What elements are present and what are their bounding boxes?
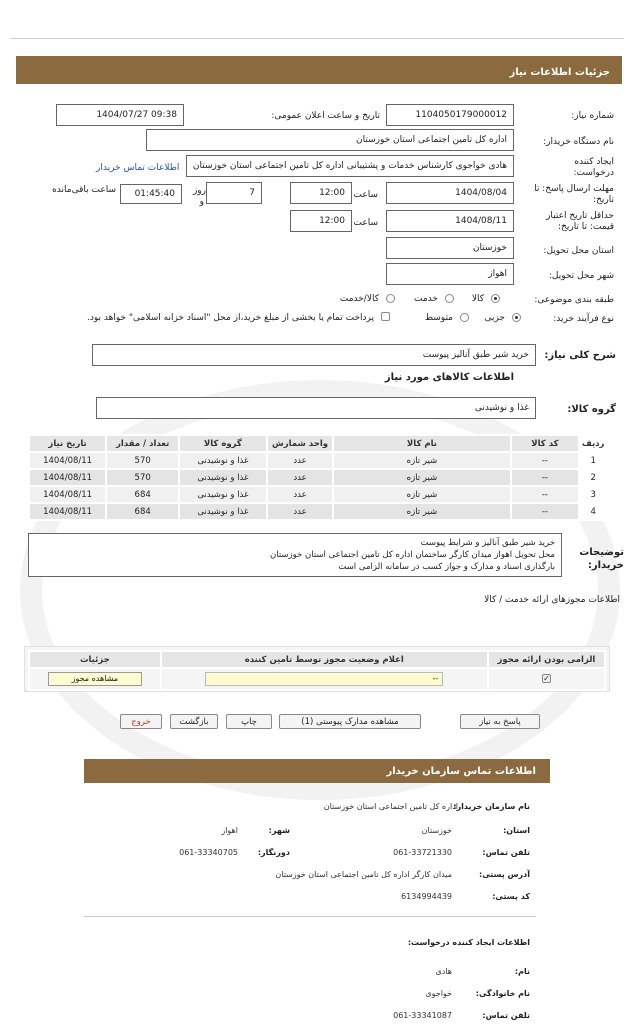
group-field: غذا و نوشیدنی — [96, 397, 536, 419]
deadline-label: مهلت ارسال پاسخ: تا تاریخ: — [534, 184, 614, 205]
cell-date: 1404/08/11 — [29, 452, 106, 469]
col-group: گروه کالا — [179, 435, 267, 452]
category-option-service: خدمت — [414, 294, 438, 304]
cell-unit: عدد — [267, 503, 334, 520]
buyer-org-field: اداره کل تامین اجتماعی استان خوزستان — [146, 129, 514, 151]
items-table-header — [29, 435, 607, 452]
table-row — [29, 469, 607, 486]
cell-group: غذا و نوشیدنی — [179, 452, 267, 469]
treasury-checkbox[interactable] — [381, 312, 390, 321]
creator-name: هادی — [435, 967, 452, 976]
creator-name-label: نام: — [514, 967, 530, 976]
cell-name: شیر تازه — [333, 469, 510, 486]
contact-postal-label: کد پستی: — [492, 892, 530, 901]
col-qty: تعداد / مقدار — [106, 435, 179, 452]
validity-date-field: 1404/08/11 — [386, 210, 514, 232]
payment-note: پرداخت تمام یا بخشی از مبلغ خرید،از محل "اسناد خزانه اسلامی" خواهد بود. — [86, 313, 374, 323]
required-cell — [488, 668, 605, 690]
items-table — [28, 434, 608, 521]
contact-phone-label: تلفن تماس: — [482, 848, 530, 857]
cell-unit: عدد — [267, 486, 334, 503]
summary-field: خرید شیر طبق آنالیز پیوست — [92, 344, 536, 366]
province-field: خوزستان — [386, 237, 514, 259]
buyer-notes-box — [28, 533, 562, 577]
attachments-button[interactable]: مشاهده مدارک پیوستی (1) — [279, 714, 421, 729]
items-title: اطلاعات کالاهای مورد نیاز — [384, 372, 514, 383]
cell-row: 2 — [579, 469, 607, 486]
buyer-note-line: محل تحویل اهواز میدان کارگر ساختمان اداره کل تامین اجتماعی استان خوزستان — [270, 550, 555, 560]
contact-divider — [84, 916, 536, 917]
cell-code: -- — [511, 503, 580, 520]
buyer-org-label: نام دستگاه خریدار: — [543, 137, 614, 147]
and-label: و — [199, 197, 204, 207]
col-code: کد کالا — [511, 435, 580, 452]
need-number-field: 1104050179000012 — [386, 104, 514, 126]
province-label: استان محل تحویل: — [543, 246, 614, 256]
back-button[interactable]: بازگشت — [170, 714, 218, 729]
cell-date: 1404/08/11 — [29, 503, 106, 520]
permits-title: اطلاعات مجوزهای ارائه خدمت / کالا — [484, 595, 620, 605]
col-unit: واحد شمارش — [267, 435, 334, 452]
table-row — [29, 503, 607, 520]
cell-qty: 684 — [106, 503, 179, 520]
process-radio-medium[interactable] — [460, 313, 469, 322]
top-divider — [10, 38, 624, 39]
creator-phone: 061-33341087 — [393, 1011, 452, 1020]
announce-field: 1404/07/27 09:38 — [56, 104, 184, 126]
cell-group: غذا و نوشیدنی — [179, 469, 267, 486]
buyer-note-line: بارگذاری اسناد و مدارک و جواز کسب در سامانه الزامی است — [338, 562, 555, 572]
creator-phone-label: تلفن تماس: — [482, 1011, 530, 1020]
contact-phone: 061-33721330 — [393, 848, 452, 857]
cell-qty: 570 — [106, 452, 179, 469]
category-radio-goods[interactable] — [491, 294, 500, 303]
cell-qty: 684 — [106, 486, 179, 503]
validity-time-field: 12:00 — [290, 210, 352, 232]
cell-group: غذا و نوشیدنی — [179, 486, 267, 503]
cell-row: 1 — [579, 452, 607, 469]
buyer-note-line: خرید شیر طبق آنالیز و شرایط پیوست — [420, 538, 555, 548]
permits-table-header — [29, 651, 605, 668]
contact-org: اداره کل تامین اجتماعی استان خوزستان — [323, 802, 458, 811]
cell-date: 1404/08/11 — [29, 486, 106, 503]
col-status: اعلام وضعیت مجوز توسط تامین کننده — [161, 651, 488, 668]
creator-info-title: اطلاعات ایجاد کننده درخواست: — [407, 938, 530, 947]
city-label: شهر محل تحویل: — [548, 271, 614, 281]
table-row — [29, 668, 605, 690]
validity-time-label: ساعت — [353, 218, 378, 228]
contact-city: اهواز — [221, 826, 238, 835]
cell-qty: 570 — [106, 469, 179, 486]
view-permit-button[interactable]: مشاهده مجوز — [48, 672, 142, 686]
category-option-goods: کالا — [471, 294, 484, 304]
category-radio-both[interactable] — [386, 294, 395, 303]
contact-fax-label: دورنگار: — [257, 848, 290, 857]
cell-name: شیر تازه — [333, 452, 510, 469]
process-radio-minor[interactable] — [512, 313, 521, 322]
creator-family-label: نام خانوادگی: — [475, 989, 530, 998]
need-number-label: شماره نیاز: — [571, 111, 614, 121]
category-option-both: کالا/خدمت — [339, 294, 379, 304]
cell-name: شیر تازه — [333, 503, 510, 520]
cell-code: -- — [511, 469, 580, 486]
col-required: الزامی بودن ارائه مجوز — [488, 651, 605, 668]
status-cell — [161, 668, 488, 690]
table-row — [29, 452, 607, 469]
exit-button[interactable]: خروج — [120, 714, 162, 729]
buyer-contact-link[interactable]: اطلاعات تماس خریدار — [96, 163, 180, 173]
city-field: اهواز — [386, 263, 514, 285]
table-row — [29, 486, 607, 503]
contact-fax: 061-33340705 — [179, 848, 238, 857]
contact-address-label: آدرس پستی: — [479, 870, 530, 879]
contact-postal: 6134994439 — [401, 892, 452, 901]
col-details: جزئیات — [29, 651, 161, 668]
col-name: نام کالا — [333, 435, 510, 452]
contact-city-label: شهر: — [268, 826, 290, 835]
remaining-label: ساعت باقی‌مانده — [52, 185, 116, 195]
col-date: تاریخ نیاز — [29, 435, 106, 452]
buyer-notes-label: توضیحات خریدار: — [579, 547, 624, 571]
contact-province-label: استان: — [503, 826, 530, 835]
process-option-medium: متوسط — [424, 313, 453, 323]
days-remaining-field: 7 — [206, 182, 262, 204]
group-label: گروه کالا: — [567, 404, 616, 415]
cell-row: 4 — [579, 503, 607, 520]
contact-title: اطلاعات تماس سازمان خریدار — [84, 759, 550, 783]
page-title: جزئیات اطلاعات نیاز — [16, 56, 622, 84]
col-row: ردیف — [579, 435, 607, 452]
creator-family: خواجوی — [425, 989, 452, 998]
permits-table — [28, 650, 606, 691]
process-option-minor: جزیی — [484, 313, 505, 323]
day-label: روز — [192, 186, 206, 196]
cell-name: شیر تازه — [333, 486, 510, 503]
reply-button[interactable]: پاسخ به نیاز — [460, 714, 540, 729]
cell-date: 1404/08/11 — [29, 469, 106, 486]
deadline-date-field: 1404/08/04 — [386, 182, 514, 204]
creator-label: ایجاد کننده درخواست: — [573, 157, 614, 178]
remaining-time-field: 01:45:40 — [120, 184, 182, 204]
announce-label: تاریخ و ساعت اعلان عمومی: — [271, 111, 380, 121]
validity-label: حداقل تاریخ اعتبار قیمت: تا تاریخ: — [546, 211, 614, 232]
contact-address: میدان کارگر اداره کل تامین اجتماعی استان خوزستان — [275, 870, 452, 879]
process-label: نوع فرآیند خرید: — [553, 314, 614, 324]
contact-org-label: نام سازمان خریدار: — [453, 802, 530, 811]
print-button[interactable]: چاپ — [226, 714, 272, 729]
creator-field: هادی خواجوی کارشناس خدمات و پشتیبانی اداره کل تامین اجتماعی استان خوزستان — [186, 155, 514, 177]
permit-status-field[interactable]: -- — [205, 672, 443, 686]
cell-code: -- — [511, 486, 580, 503]
deadline-time-field: 12:00 — [290, 182, 352, 204]
cell-row: 3 — [579, 486, 607, 503]
cell-unit: عدد — [267, 469, 334, 486]
cell-unit: عدد — [267, 452, 334, 469]
required-checkbox: ✓ — [543, 674, 550, 683]
cell-group: غذا و نوشیدنی — [179, 503, 267, 520]
category-radio-service[interactable] — [445, 294, 454, 303]
deadline-time-label: ساعت — [353, 190, 378, 200]
summary-label: شرح کلی نیاز: — [544, 350, 616, 361]
category-label: طبقه بندی موضوعی: — [534, 295, 614, 305]
contact-province: خوزستان — [421, 826, 452, 835]
details-cell — [29, 668, 161, 690]
cell-code: -- — [511, 452, 580, 469]
